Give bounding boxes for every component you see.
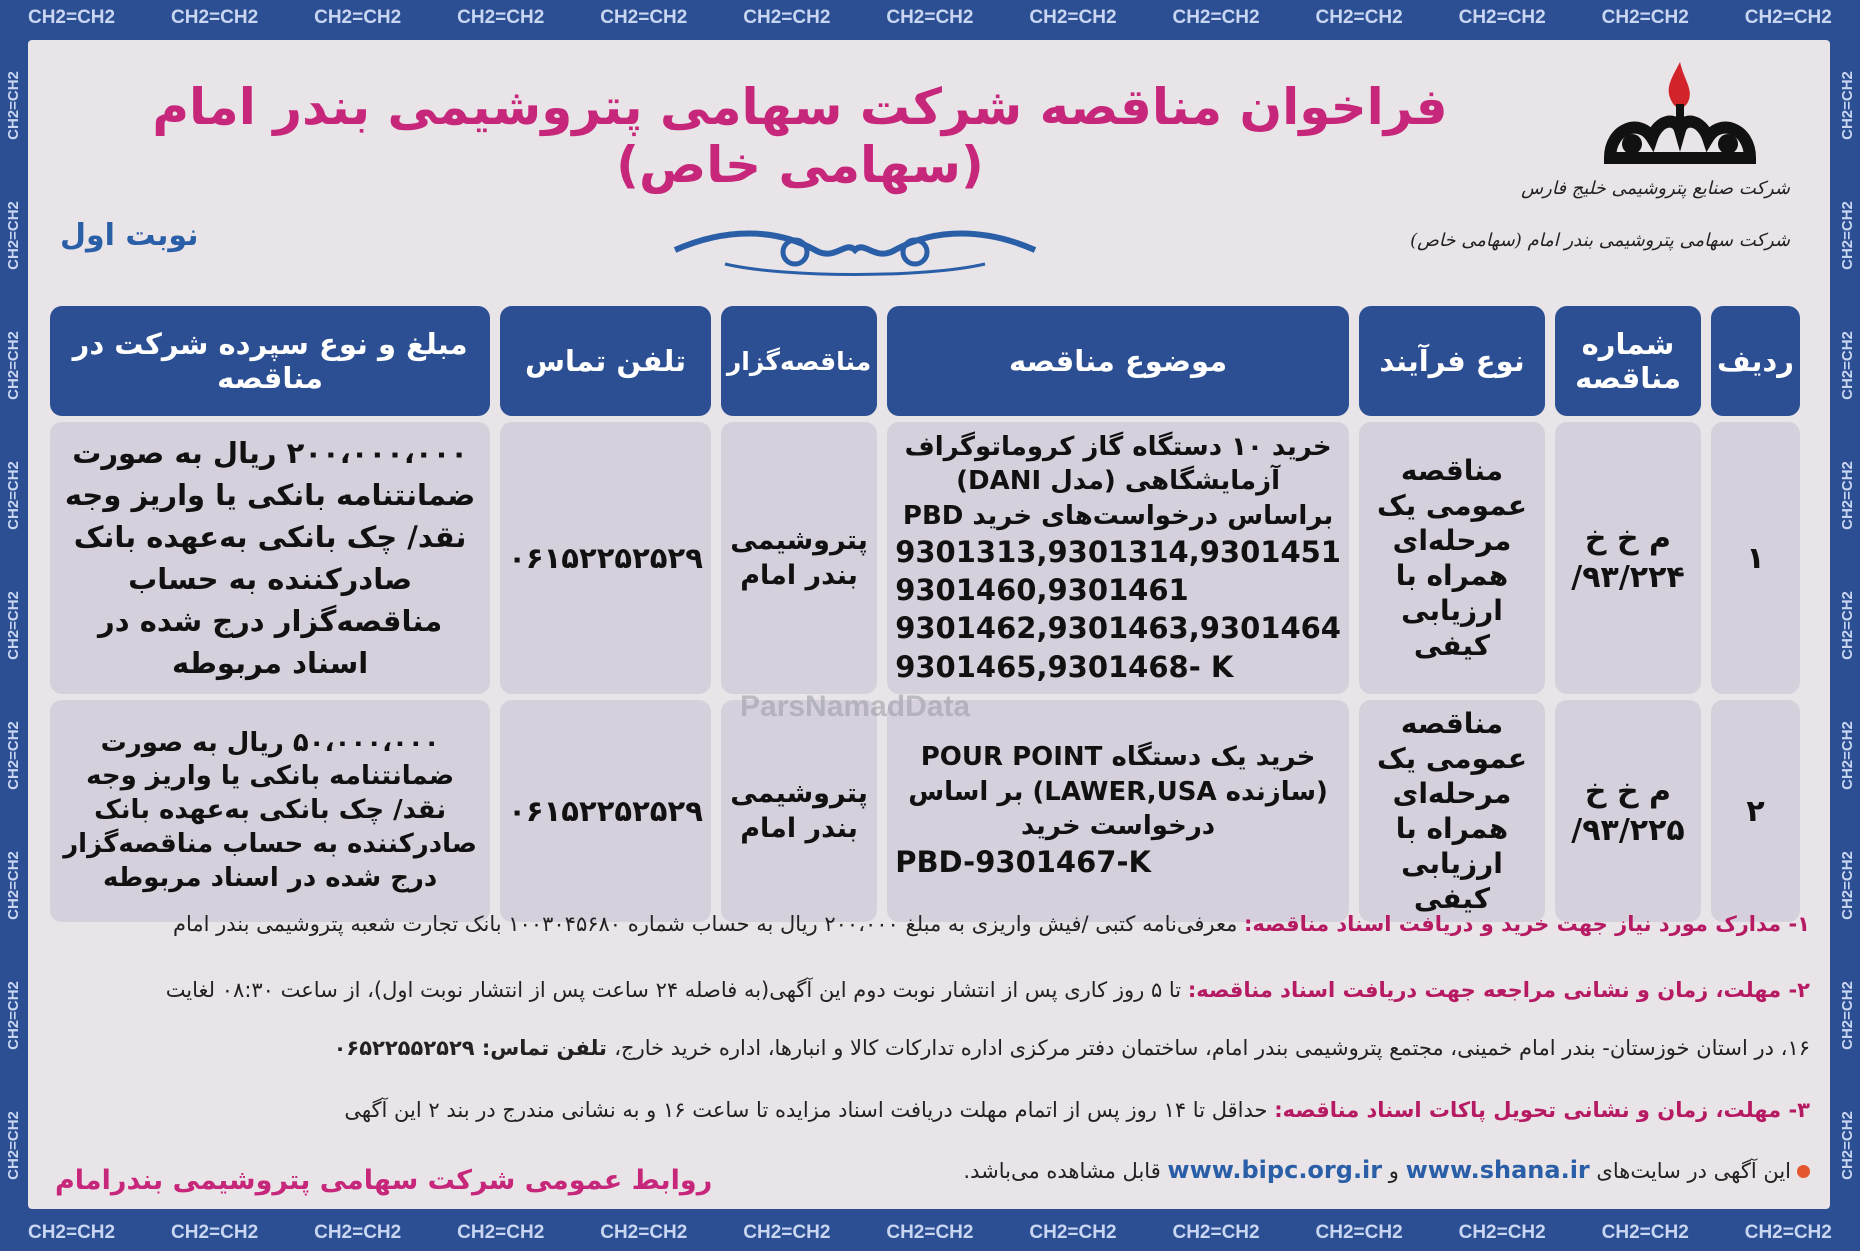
site-link-shana[interactable]: www.shana.ir: [1405, 1156, 1590, 1184]
process-type: مناقصه عمومی یک مرحله‌ای همراه با ارزیابی کیفی: [1359, 422, 1545, 694]
title-ornament-icon: [665, 220, 1045, 280]
organizer: پتروشیمی بندر امام: [721, 422, 877, 694]
tender-number: م خ خ ۹۳/۲۲۴/: [1555, 422, 1701, 694]
logo-caption-company: شرکت سهامی پتروشیمی بندر امام (سهامی خاص): [1410, 230, 1790, 251]
subject-line: (سازنده LAWER,USA) بر اساس: [908, 776, 1328, 807]
deposit-amount: ۲۰۰،۰۰۰،۰۰۰ ریال به صورت ضمانتنامه بانکی یا واریز وجه نقد/ چک بانکی به‌عهده بانک صادرکننده به حساب مناقصه‌گزار درج شده در اسناد مربوطه: [50, 422, 490, 694]
table-header-row: [50, 306, 1800, 416]
header-organizer: مناقصه‌گزار: [721, 306, 877, 416]
header-process: نوع فرآیند: [1359, 306, 1545, 416]
note-deadline: ۲- مهلت، زمان و نشانی مراجعه جهت دریافت اسناد مناقصه: تا ۵ روز کاری پس از انتشار نوبت دوم این آگهی(به فاصله ۲۴ ساعت پس از انتشار نوبت اول)، از ساعت ۰۸:۳۰ لغایت: [165, 978, 1810, 1002]
table-row: [50, 422, 1800, 694]
header-tender-no: شماره مناقصه: [1555, 306, 1701, 416]
header-row-no: ردیف: [1711, 306, 1800, 416]
request-codes: 9301465,9301468- K: [895, 649, 1234, 684]
organizer: پتروشیمی بندر امام: [721, 700, 877, 922]
tender-table: [40, 300, 1810, 928]
header-subject: موضوع مناقصه: [887, 306, 1349, 416]
logo-caption-holding: شرکت صنایع پتروشیمی خلیج فارس: [1521, 178, 1790, 199]
contact-phone: ۰۶۱۵۲۲۵۲۵۲۹: [500, 422, 711, 694]
request-codes: 9301313,9301314,9301451: [895, 534, 1341, 569]
petrochemical-logo-icon: [1580, 58, 1780, 178]
note-address: ۱۶، در استان خوزستان- بندر امام خمینی، مجتمع پتروشیمی بندر امام، ساختمان دفتر مرکزی اداره تدارکات کالا و انبارها، اداره خرید خارج، تلفن تماس: ۰۶۵۲۲۵۵۲۵۲۹: [333, 1036, 1810, 1060]
row-number: ۱: [1711, 422, 1800, 694]
subject-line: براساس درخواست‌های خرید PBD: [902, 500, 1334, 531]
public-relations-signature: روابط عمومی شرکت سهامی پتروشیمی بندرامام: [55, 1165, 713, 1196]
tender-subject: [887, 422, 1349, 694]
contact-phone: ۰۶۱۵۲۲۵۲۵۲۹: [500, 700, 711, 922]
bullet-icon: [1797, 1165, 1810, 1178]
header-phone: تلفن تماس: [500, 306, 711, 416]
subject-line: آزمایشگاهی (مدل DANI): [956, 466, 1281, 497]
top-border-text: CH2=CH2 CH2=CH2 CH2=CH2 CH2=CH2 CH2=CH2 CH2=CH2 CH2=CH2 CH2=CH2 CH2=CH2 CH2=CH2 CH2=CH2 CH2=CH2 CH2=CH2: [27, 7, 1832, 28]
ad-title: فراخوان مناقصه شرکت سهامی پتروشیمی بندر امام (سهامی خاص): [152, 78, 1448, 194]
request-codes: 9301462,9301463,9301464: [895, 611, 1341, 646]
right-border-text: CH2=CH2 CH2=CH2 CH2=CH2 CH2=CH2 CH2=CH2 CH2=CH2 CH2=CH2 CH2=CH2 CH2=CH2: [1838, 70, 1856, 1181]
note-documents: ۱- مدارک مورد نیاز جهت خرید و دریافت اسناد مناقصه: معرفی‌نامه کتبی /فیش واریزی به مبلغ ۲۰۰،۰۰۰ ریال به حساب شماره ۱۰۰۳۰۴۵۶۸۰ بانک تجارت شعبه پتروشیمی بندر امام: [172, 912, 1810, 936]
subject-line: خرید ۱۰ دستگاه گاز کروماتوگراف: [904, 432, 1332, 462]
watermark: ParsNamadData: [740, 690, 971, 723]
site-link-bipc[interactable]: www.bipc.org.ir: [1167, 1156, 1383, 1184]
note-websites: این آگهی در سایت‌های www.shana.ir و www.bipc.org.ir قابل مشاهده می‌باشد.: [963, 1156, 1810, 1184]
request-codes: 9301460,9301461: [895, 573, 1189, 608]
subject-line: درخواست خرید: [1021, 811, 1216, 842]
subject-line: خرید یک دستگاه POUR POINT: [920, 742, 1316, 773]
note-submission: ۳- مهلت، زمان و نشانی تحویل پاکات اسناد مناقصه: حداقل تا ۱۴ روز پس از اتمام مهلت دریافت اسناد مزایده تا ساعت ۱۶ و به نشانی مندرج در بند ۲ این آگهی: [344, 1098, 1810, 1122]
tender-subject: [887, 700, 1349, 922]
publication-round-badge: نوبت اول: [60, 218, 199, 253]
left-border-text: CH2=CH2 CH2=CH2 CH2=CH2 CH2=CH2 CH2=CH2 CH2=CH2 CH2=CH2 CH2=CH2 CH2=CH2: [4, 70, 22, 1181]
bottom-border-text: CH2=CH2 CH2=CH2 CH2=CH2 CH2=CH2 CH2=CH2 CH2=CH2 CH2=CH2 CH2=CH2 CH2=CH2 CH2=CH2 CH2=CH2 CH2=CH2 CH2=CH2: [27, 1222, 1832, 1243]
tender-number: م خ خ ۹۳/۲۲۵/: [1555, 700, 1701, 922]
header-deposit: مبلغ و نوع سپرده شرکت در مناقصه: [50, 306, 490, 416]
deposit-amount: ۵۰،۰۰۰،۰۰۰ ریال به صورت ضمانتنامه بانکی یا واریز وجه نقد/ چک بانکی به‌عهده بانک صادرکننده به حساب مناقصه‌گزار درج شده در اسناد مربوطه: [50, 700, 490, 922]
process-type: مناقصه عمومی یک مرحله‌ای همراه با ارزیابی کیفی: [1359, 700, 1545, 922]
row-number: ۲: [1711, 700, 1800, 922]
request-codes: PBD-9301467-K: [895, 845, 1151, 880]
table-row: [50, 700, 1800, 922]
